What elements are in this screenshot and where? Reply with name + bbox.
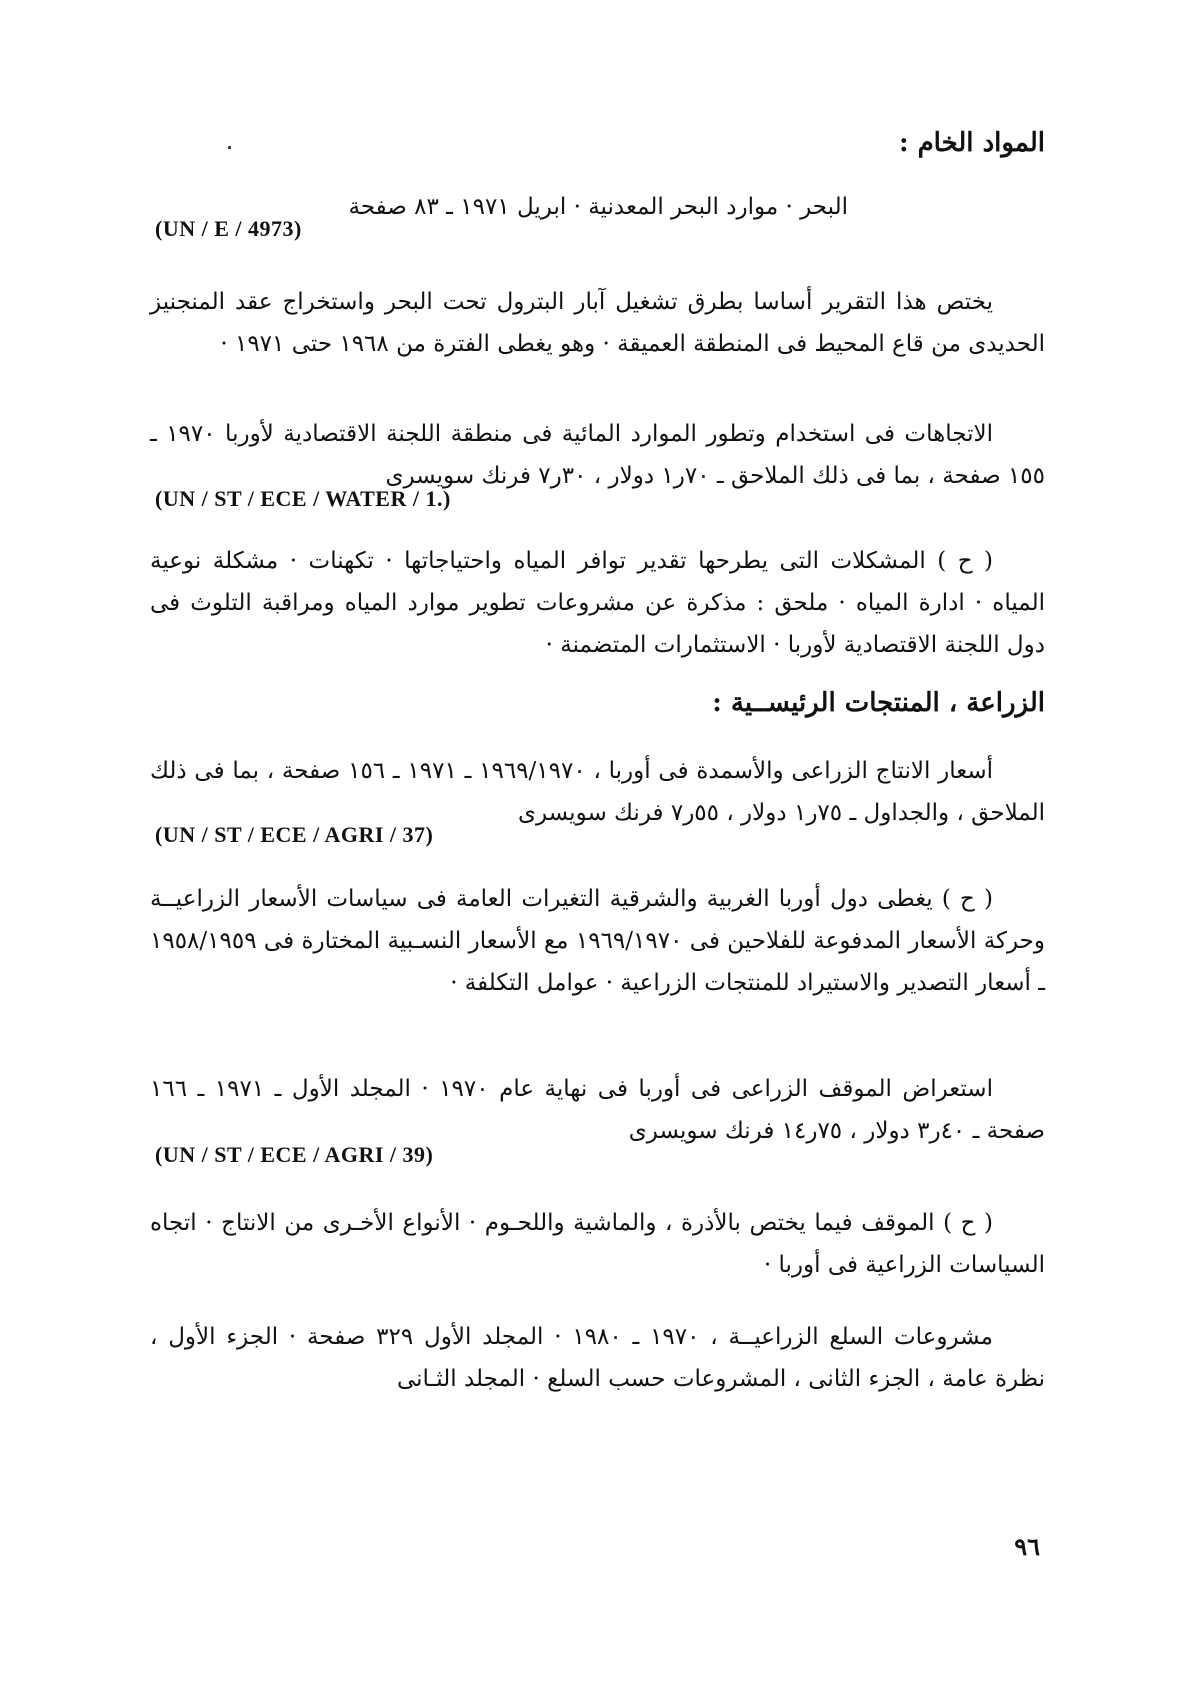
water-entry-code: (UN / ST / ECE / WATER / 1.) — [155, 486, 451, 511]
agri39-entry-title: استعراض الموقف الزراعى فى أوربا فى نهاية عام ١٩٧٠ · المجلد الأول ـ ١٩٧١ ـ ١٦٦ صفحة ـ ٤٠ر٣ دولار ، ٧٥ر١٤ فرنك سويسرى — [150, 1076, 1045, 1144]
commodities-entry-body: مشروعات السلع الزراعيــة ، ١٩٧٠ ـ ١٩٨٠ · المجلد الأول ٣٢٩ صفحة · الجزء الأول ، نظرة عامة ، الجزء الثانى ، المشروعات حسب السلع · المجلد الثـانى — [150, 1324, 1045, 1392]
heading-agriculture: الزراعة ، المنتجات الرئيســية : — [712, 688, 1045, 718]
scan-speck — [228, 146, 231, 149]
agri39-entry-code: (UN / ST / ECE / AGRI / 39) — [155, 1142, 434, 1167]
agri37-entry-title: أسعار الانتاج الزراعى والأسمدة فى أوربا ، ١٩٦٩/١٩٧٠ ـ ١٩٧١ ـ ١٥٦ صفحة ، بما فى ذلك الملاحق ، والجداول ـ ٧٥ر١ دولار ، ٥٥ر٧ فرنك سويسرى — [150, 758, 1045, 826]
agri37-entry-body: ( ح ) يغطى دول أوربا الغربية والشرقية التغيرات العامة فى سياسات الأسعار الزراعيــة وحركة الأسعار المدفوعة للفلاحين فى ١٩٦٩/١٩٧٠ مع الأسعار النسـبية المختارة فى ١٩٥٨/١٩٥٩ ـ أسعار التصدير والاستيراد للمنتجات الزراعية · عوامل التكلفة · — [150, 886, 1045, 996]
sea-entry-code: (UN / E / 4973) — [155, 216, 302, 241]
agri37-entry-code: (UN / ST / ECE / AGRI / 37) — [155, 822, 434, 847]
heading-raw-materials: المواد الخام : — [898, 128, 1045, 158]
water-entry-title: الاتجاهات فى استخدام وتطور الموارد المائية فى منطقة اللجنة الاقتصادية لأوربا ١٩٧٠ ـ ١٥٥ صفحة ، بما فى ذلك الملاحق ـ ٧٠ر١ دولار ، ٣٠ر٧ فرنك سويسرى — [150, 421, 1045, 489]
sea-entry-title: البحر · موارد البحر المعدنية · ابريل ١٩٧١ ـ ٨٣ صفحة — [348, 194, 848, 220]
agri39-entry-body: ( ح ) الموقف فيما يختص بالأذرة ، والماشية واللحـوم · الأنواع الأخـرى من الانتاج · اتجاه السياسات الزراعية فى أوربا · — [150, 1210, 1045, 1278]
sea-entry-body: يختص هذا التقرير أساسا بطرق تشغيل آبار البترول تحت البحر واستخراج عقد المنجنيز الحديدى من قاع المحيط فى المنطقة العميقة · وهو يغطى الفترة من ١٩٦٨ حتى ١٩٧١ · — [150, 289, 1045, 357]
water-entry-body: ( ح ) المشكلات التى يطرحها تقدير توافر المياه واحتياجاتها · تكهنات · مشكلة نوعية المياه · ادارة المياه · ملحق : مذكرة عن مشروعات تطوير موارد المياه ومراقبة التلوث فى دول اللجنة الاقتصادية لأوربا · الاستثمارات المتضمنة · — [150, 548, 1045, 658]
page-number: ٩٦ — [1014, 1532, 1040, 1561]
